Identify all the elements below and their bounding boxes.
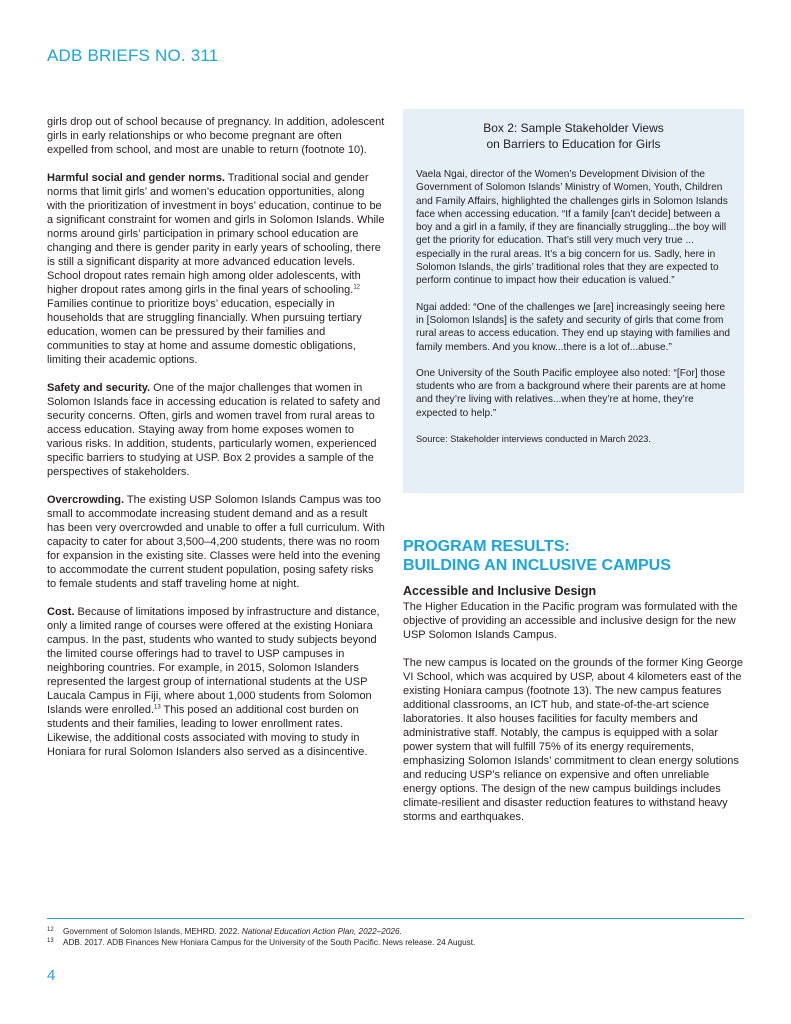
- footnote-ref-13[interactable]: 13: [154, 704, 161, 711]
- box-source: Source: Stakeholder interviews conducted in March 2023.: [416, 434, 651, 445]
- footnote-text-part: .: [399, 927, 402, 936]
- left-column: [47, 115, 385, 773]
- stakeholder-views-box: [403, 109, 744, 493]
- paragraph-heading: Overcrowding.: [47, 494, 125, 506]
- footnote-divider: [47, 918, 744, 919]
- paragraph-safety: [47, 381, 385, 479]
- paragraph-overcrowding: [47, 493, 385, 591]
- footnote-13: [47, 937, 744, 948]
- program-results-section: [403, 537, 744, 838]
- section-heading: [403, 537, 744, 575]
- paragraph-text: The existing USP Solomon Islands Campus was too small to accommodate increasing student demand and as a result has been very overcrowded and unable to offer a full curriculum. With capacity to cater for about 3,500–4,200 students, there was no room for expansion in the existing site. Classes were held into the evening to accommodate the current student population, posing safety risks to female students and staff traveling home at night.: [47, 494, 385, 590]
- report-series-header: ADB BRIEFS NO. 311: [47, 46, 219, 65]
- footnotes: [47, 926, 744, 948]
- footnote-italic-title: National Education Action Plan, 2022–2026: [241, 927, 400, 936]
- paragraph-text: girls drop out of school because of pregnancy. In addition, adolescent girls in early relationships or who become pregnant are often expelled from school, and most are unable to return (footnote 10).: [47, 116, 385, 156]
- subsection-heading: Accessible and Inclusive Design: [403, 584, 597, 598]
- footnote-ref-12[interactable]: 12: [353, 284, 361, 291]
- paragraph-heading: Cost.: [47, 606, 75, 618]
- paragraph-heading: Safety and security.: [47, 382, 151, 394]
- footnote-text: ADB. 2017. ADB Finances New Honiara Campus for the University of the South Pacific. News release. 24 August.: [63, 938, 476, 947]
- paragraph-text: Because of limitations imposed by infrastructure and distance, only a limited range of courses were offered at the existing Honiara campus. In the past, students who wanted to study subjects beyond the limited course offerings had to travel to USP campuses in neighboring countries. For example, in 2015, Solomon Islanders represented the largest group of international students at the USP Laucala Campus in Fiji, where about 1,000 students from Solomon Islands were enrolled.: [47, 606, 380, 716]
- paragraph-text: Families continue to prioritize boys’ education, especially in households that are struggling financially. When pursuing tertiary education, women can be pressured by their families and communities to stay at home and assume domestic obligations, limiting their academic options.: [47, 298, 362, 366]
- box-quote-usp-employee: One University of the South Pacific employee also noted: “[For] those students who are from a background where their parents are at home and they’re living with relatives...when they’re at home, they’re expected to help.”: [416, 367, 726, 419]
- paragraph-text: One of the major challenges that women in Solomon Islands face in accessing education is related to safety and security concerns. Often, girls and women travel from rural areas to access education. Staying away from home exposes women to various risks. In addition, students, particularly women, experienced specific barriers to studying at USP. Box 2 provides a sample of the perspectives of stakeholders.: [47, 382, 381, 478]
- paragraph-pregnancy: [47, 115, 385, 157]
- box-title-line: Box 2: Sample Stakeholder Views: [483, 121, 664, 135]
- paragraph-text: This posed an additional cost burden on students and their families, leading to lower enrollment rates. Likewise, the additional costs associated with moving to study in Honiara for rural Solomon Islanders also served as a disincentive.: [47, 704, 368, 758]
- paragraph-cost: [47, 605, 385, 759]
- box-title: [416, 120, 731, 152]
- paragraph-text: Traditional social and gender norms that limit girls’ and women’s education opportunities, along with the prioritization of investment in boys’ education, continue to be a significant constraint for women and girls in Solomon Islands. While norms around girls’ participation in primary school education are changing and there is gender parity in early years of schooling, there is still a significant disparity at more advanced education levels. School dropout rates remain high among older adolescents, with higher dropout rates among girls in the final years of schooling.: [47, 172, 385, 296]
- footnote-text-part: Government of Solomon Islands, MEHRD. 2022.: [63, 927, 242, 936]
- footnote-number: 12: [47, 927, 54, 933]
- section-heading-line: BUILDING AN INCLUSIVE CAMPUS: [403, 557, 671, 574]
- footnote-number: 13: [47, 938, 54, 944]
- paragraph-social-norms: [47, 171, 385, 367]
- box-title-line: on Barriers to Education for Girls: [486, 137, 661, 151]
- box-quote-ngai-added: Ngai added: “One of the challenges we [are] increasingly seeing here in [Solomon Islands] is the safety and security of girls that come from rural areas to access education. They end up staying with families and family members. And you know...there is a lot of...abuse.”: [416, 301, 731, 353]
- footnote-12: [47, 926, 744, 937]
- page-number: 4: [47, 967, 56, 984]
- paragraph-program-objective: The Higher Education in the Pacific program was formulated with the objective of providing an accessible and inclusive design for the new USP Solomon Islands Campus.: [403, 601, 738, 641]
- paragraph-heading: Harmful social and gender norms.: [47, 172, 225, 184]
- paragraph-new-campus: The new campus is located on the grounds of the former King George VI School, which was acquired by USP, about 4 kilometers east of the existing Honiara campus (footnote 13). The new campus features additional classrooms, an ICT hub, and state-of-the-art science laboratories. It also houses facilities for faculty members and administrative staff. Notably, the campus is equipped with a solar power system that will fulfill 75% of its energy requirements, emphasizing Solomon Islands’ commitment to clean energy solutions and reducing USP’s reliance on expensive and often unreliable energy options. The design of the new campus buildings includes climate-resilient and disaster reduction features to withstand heavy storms and earthquakes.: [403, 657, 743, 823]
- section-heading-line: PROGRAM RESULTS:: [403, 538, 570, 555]
- box-quote-ngai: Vaela Ngai, director of the Women’s Development Division of the Government of Solomon Islands’ Ministry of Women, Youth, Children and Family Affairs, highlighted the challenges girls in Solomon Islands face when accessing education. “If a family [can’t decide] between a boy and a girl in a family, if they are financially struggling...the boy will get the priority for education. That’s still very much very true ... especially in the rural areas. It’s a big concern for us. Sadly, here in Solomon Islands, the girls’ traditional roles that they are expected to perform continue to impact how their education is valued.”: [416, 169, 728, 287]
- footnote-text: [63, 926, 402, 937]
